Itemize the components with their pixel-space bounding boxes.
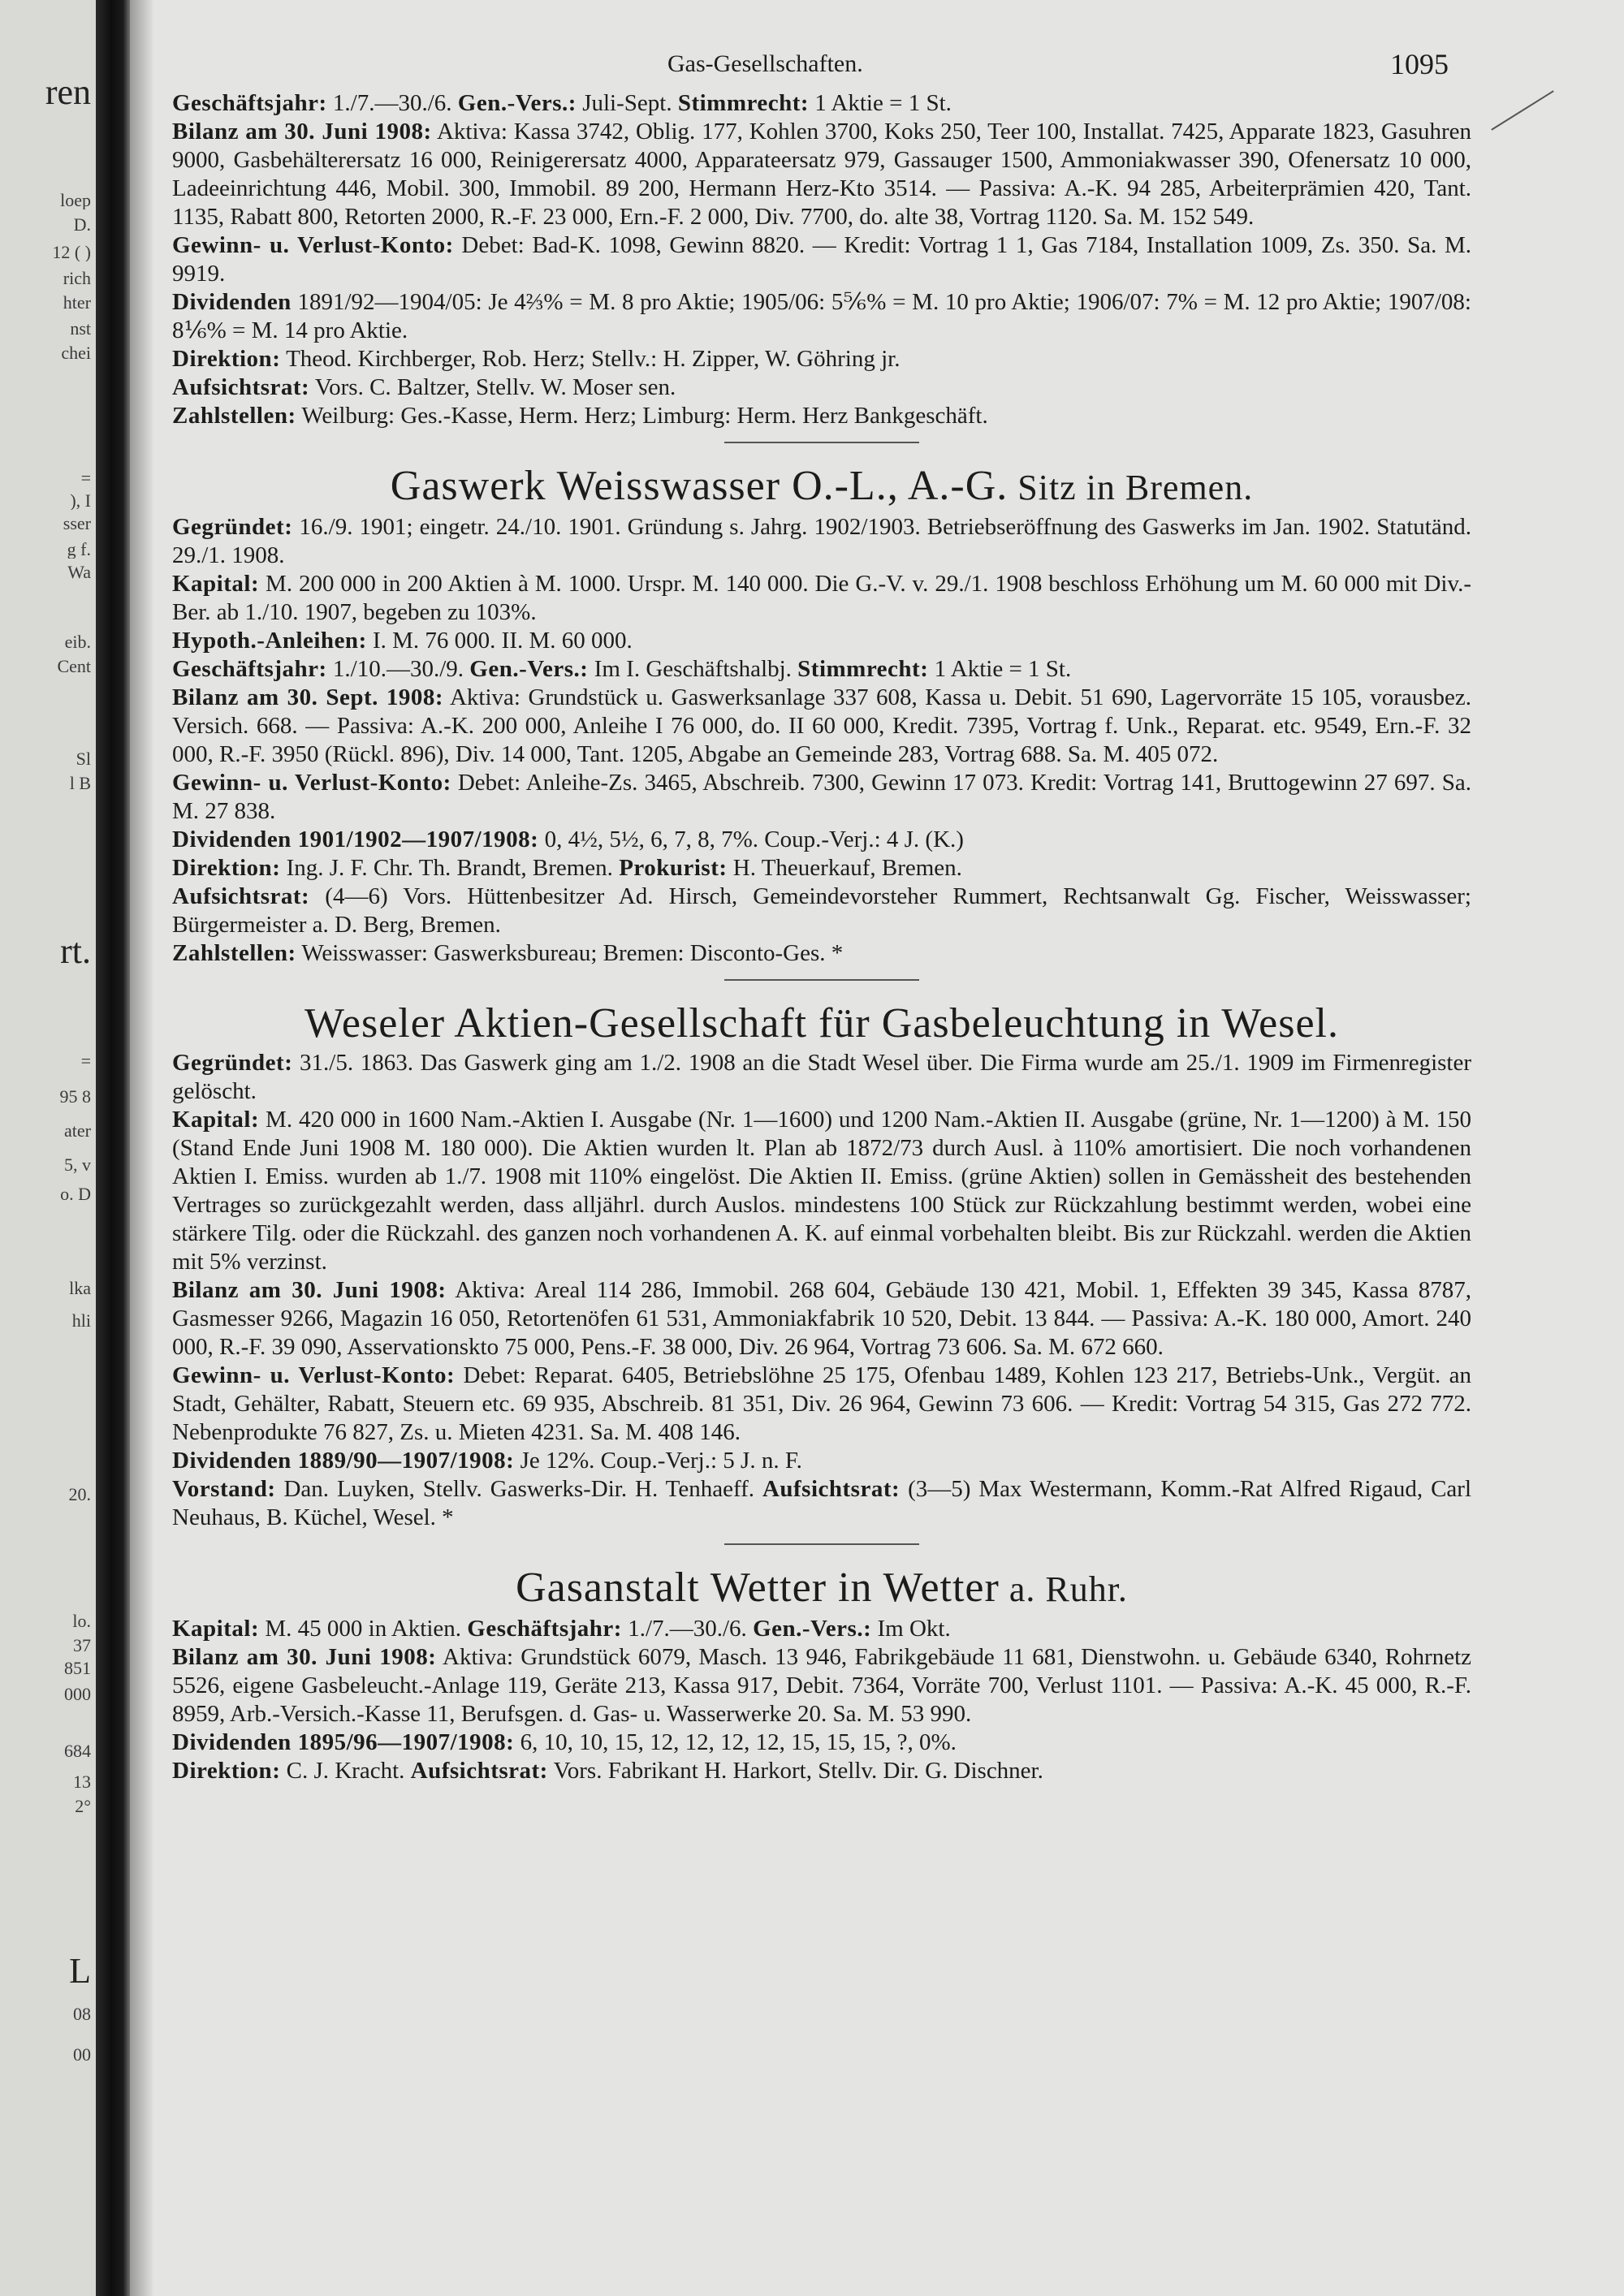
facing-page-fragment: 851 [64, 1659, 91, 1677]
field-label: Gewinn- u. Verlust-Konto: [172, 770, 451, 796]
field-value: Aktiva: Areal 114 286, Immobil. 268 604, Gebäude 130 421, Mobil. 1, Effekten 39 345, Kassa 8787, Gasmesser 9266, Magazin 16 050, Retortenöfen 61 531, Ammoniakfabrik 10 520, Debit. 13 844. — Passiva: A.-K. 180 000, Amort. 240 000, R.-F. 39 090, Asservationskto 75 000, Pens.-F. 38 000, Div. 26 964, Vortrag 73 606. Sa. M. 672 660. [172, 1277, 1472, 1360]
field-value: 1 Aktie = 1 St. [928, 656, 1072, 682]
entry-paragraph [172, 288, 1471, 345]
page-number: 1095 [1390, 48, 1449, 80]
entry-paragraph [172, 627, 1471, 655]
field-value: Aktiva: Kassa 3742, Oblig. 177, Kohlen 3700, Koks 250, Teer 100, Installat. 7425, Apparate 1823, Gasuhren 9000, Gasbehälterersatz 16 000, Reinigerersatz 4000, Apparateersatz 979, Gassauger 1500, Ammoniakwasser 390, Ofenersatz 10 000, Ladeeinrichtung 446, Mobil. 300, Immobil. 89 200, Hermann Herz-Kto 3514. — Passiva: A.-K. 94 285, Arbeiterprämien 420, Tant. 1135, Rabatt 800, Retorten 2000, R.-F. 23 000, Ern.-F. 2 000, Div. 7700, do. alte 38, Vortrag 1120. Sa. M. 152 549. [172, 119, 1471, 230]
field-value: Debet: Reparat. 6405, Betriebslöhne 25 175, Ofenbau 1489, Kohlen 123 217, Betriebs-Unk., Vergüt. an Stadt, Gehälter, Rabatt, Steuern etc. 69 935, Abschreib. 81 351, Div. 26 964, Gewinn 73 606. — Kredit: Vortrag 54 315, Gas 272 772. Nebenprodukte 76 827, Zs. u. Mieten 4231. Sa. M. 408 146. [172, 1362, 1472, 1445]
entry-paragraph [172, 345, 1471, 373]
book-spine [96, 0, 130, 2296]
company-name: Gaswerk Weisswasser O.-L., A.-G. [390, 463, 1009, 509]
entry-paragraph [172, 1447, 1471, 1475]
entry-paragraph [172, 1475, 1471, 1532]
field-label: Geschäftsjahr: [467, 1616, 622, 1642]
entry-paragraph [172, 1276, 1471, 1362]
field-label: Bilanz am 30. Juni 1908: [172, 1277, 447, 1303]
field-label: Bilanz am 30. Sept. 1908: [172, 684, 444, 710]
entry-paragraph [172, 513, 1471, 570]
field-value: 16./9. 1901; eingetr. 24./10. 1901. Gründung s. Jahrg. 1902/1903. Betriebseröffnung des Gaswerks im Jan. 1902. Statutänd. 29./1. 1908. [172, 514, 1471, 568]
field-label: Zahlstellen: [172, 940, 296, 966]
facing-page-fragment: hli [71, 1312, 91, 1330]
field-value: C. J. Kracht. [280, 1758, 411, 1784]
field-label: Dividenden [172, 289, 292, 315]
field-label: Gewinn- u. Verlust-Konto: [172, 232, 454, 258]
field-label: Stimmrecht: [677, 90, 810, 116]
field-label: Kapital: [172, 1107, 260, 1133]
field-label: Dividenden 1889/90—1907/1908: [172, 1448, 515, 1474]
facing-page-fragment: o. D [60, 1185, 91, 1203]
facing-page-fragment: 684 [64, 1742, 91, 1760]
facing-page-fragment: 12 ( ) [52, 244, 91, 261]
field-value: Aktiva: Grundstück 6079, Masch. 13 946, Fabrikgebäude 11 681, Dienstwohn. u. Gebäude 6340, Rohrnetz 5526, eigene Gasbeleucht.-Anlage 119, Geräte 213, Kassa 917, Debit. 7364, Vorräte 700, Verlust 1101. — Passiva: A.-K. 45 000, R.-F. 8959, Arb.-Versich.-Kasse 11, Berufsgen. d. Gas- u. Wasserwerke 20. Sa. M. 53 990. [172, 1644, 1471, 1727]
field-label: Direktion: [172, 346, 281, 372]
entry-paragraph [172, 402, 1471, 430]
field-label: Direktion: [172, 1758, 281, 1784]
page-content [172, 41, 1471, 1785]
entry-paragraph [172, 1757, 1471, 1785]
field-value: H. Theuerkauf, Bremen. [727, 855, 962, 881]
field-label: Aufsichtsrat: [172, 883, 310, 909]
facing-page-fragment: L [69, 1953, 91, 1989]
facing-page-fragment: ren [45, 75, 91, 110]
field-value: 1./7.—30./6. [621, 1616, 754, 1642]
field-label: Gen.-Vers.: [753, 1616, 872, 1642]
company-title [172, 1563, 1471, 1615]
facing-page-strip [0, 0, 96, 2296]
field-label: Gegründet: [172, 514, 293, 540]
facing-page-fragment: 37 [73, 1637, 91, 1655]
entry-paragraph [172, 1362, 1471, 1447]
facing-page-fragment: nst [70, 320, 91, 338]
facing-page-fragment: 20. [68, 1486, 91, 1504]
field-value: (4—6) Vors. Hüttenbesitzer Ad. Hirsch, Gemeindevorsteher Rummert, Rechtsanwalt Gg. Fischer, Weisswasser; Bürgermeister a. D. Berg, Bremen. [172, 883, 1471, 938]
field-value: 0, 4½, 5½, 6, 7, 8, 7%. Coup.-Verj.: 4 J. (K.) [538, 826, 964, 852]
field-label: Gewinn- u. Verlust-Konto: [172, 1362, 456, 1388]
facing-page-fragment: Wa [67, 563, 91, 581]
facing-page-fragment: 2° [75, 1798, 91, 1815]
company-title [172, 461, 1471, 513]
field-value: 1891/92—1904/05: Je 4⅔% = M. 8 pro Aktie; 1905/06: 5⅚% = M. 10 pro Aktie; 1906/07: 7% = M. 12 pro Aktie; 1907/08: 8⅙% = M. 14 pro Aktie. [172, 289, 1471, 343]
facing-page-fragment: chei [61, 344, 91, 362]
entry-paragraph [172, 570, 1471, 627]
field-value: Vors. Fabrikant H. Harkort, Stellv. Dir. G. Dischner. [547, 1758, 1043, 1784]
facing-page-fragment: 08 [73, 2005, 91, 2023]
field-value: 6, 10, 10, 15, 12, 12, 12, 12, 15, 15, 15, ?, 0%. [514, 1729, 957, 1755]
entry-paragraph [172, 826, 1471, 854]
facing-page-fragment: Cent [57, 658, 91, 675]
entry-paragraph [172, 231, 1471, 288]
facing-page-fragment: 13 [73, 1773, 91, 1791]
company-title [172, 999, 1471, 1049]
section-divider [724, 442, 919, 443]
entries [172, 89, 1471, 1785]
facing-page-fragment: lka [69, 1280, 91, 1297]
entry-paragraph [172, 883, 1471, 939]
entry-paragraph [172, 1728, 1471, 1757]
entry-paragraph [172, 769, 1471, 826]
company-entry [172, 461, 1471, 968]
field-value: (3—5) Max Westermann, Komm.-Rat Alfred Rigaud, Carl Neuhaus, B. Küchel, Wesel. * [172, 1476, 1471, 1530]
field-value: I. M. 76 000. II. M. 60 000. [366, 628, 633, 654]
page-gutter-shadow [130, 0, 154, 2296]
field-value: 1./7.—30./6. [326, 90, 458, 116]
field-value: Dan. Luyken, Stellv. Gaswerks-Dir. H. Tenhaeff. [275, 1476, 762, 1502]
facing-page-fragment: ), I [70, 492, 91, 510]
facing-page-fragment: lo. [72, 1612, 91, 1630]
field-label: Dividenden 1901/1902—1907/1908: [172, 826, 539, 852]
facing-page-fragment: 00 [73, 2046, 91, 2064]
facing-page-fragment: D. [73, 216, 91, 234]
field-label: Bilanz am 30. Juni 1908: [172, 119, 432, 145]
field-value: Vors. C. Baltzer, Stellv. W. Moser sen. [309, 374, 676, 400]
facing-page-fragment: sser [63, 515, 91, 533]
field-label: Gegründet: [172, 1050, 293, 1076]
field-value: Juli-Sept. [576, 90, 678, 116]
company-seat: Sitz in Bremen. [1008, 468, 1254, 507]
field-label: Stimmrecht: [797, 656, 929, 682]
facing-page-fragment: 5, v [64, 1156, 91, 1174]
entry-paragraph [172, 1106, 1471, 1276]
facing-page-fragment: eib. [64, 633, 91, 651]
company-entry [172, 89, 1471, 430]
company-entry [172, 1563, 1471, 1785]
entry-paragraph [172, 684, 1471, 769]
pencil-mark [1491, 90, 1553, 130]
field-label: Aufsichtsrat: [762, 1476, 901, 1502]
field-value: Im I. Geschäftshalbj. [588, 656, 798, 682]
field-value: M. 45 000 in Aktien. [259, 1616, 468, 1642]
field-label: Dividenden 1895/96—1907/1908: [172, 1729, 515, 1755]
facing-page-fragment: rt. [60, 934, 91, 969]
field-value: Aktiva: Grundstück u. Gaswerksanlage 337 608, Kassa u. Debit. 51 690, Lagervorräte 15 105, vorausbez. Versich. 668. — Passiva: A.-K. 200 000, Anleihe I 76 000, do. II 60 000, Kredit. 7395, Vortrag f. Unk., Reparat. etc. 9549, Ern.-F. 32 000, R.-F. 3950 (Rückl. 896), Div. 14 000, Tant. 1205, Abgabe an Gemeinde 283, Vortrag 688. Sa. M. 405 072. [172, 684, 1472, 767]
company-name: Gasanstalt Wetter in Wetter [516, 1564, 1000, 1611]
entry-paragraph [172, 655, 1471, 684]
field-value: Debet: Bad-K. 1098, Gewinn 8820. — Kredit: Vortrag 1 1, Gas 7184, Installation 1009, Zs. 350. Sa. M. 9919. [172, 232, 1471, 287]
facing-page-fragment: 95 8 [59, 1088, 91, 1106]
company-entry [172, 999, 1471, 1532]
field-label: Gen.-Vers.: [457, 90, 577, 116]
field-value: Debet: Anleihe-Zs. 3465, Abschreib. 7300, Gewinn 17 073. Kredit: Vortrag 141, Bruttogewinn 27 697. Sa. M. 27 838. [172, 770, 1471, 824]
entry-paragraph [172, 939, 1471, 968]
field-label: Hypoth.-Anleihen: [172, 628, 367, 654]
field-value: Weilburg: Ges.-Kasse, Herm. Herz; Limburg: Herm. Herz Bankgeschäft. [296, 403, 988, 429]
facing-page-fragment: = [80, 1052, 91, 1070]
facing-page-fragment: Sl [76, 750, 91, 768]
entry-paragraph [172, 854, 1471, 883]
entry-paragraph [172, 89, 1471, 118]
entry-paragraph [172, 373, 1471, 402]
entry-paragraph [172, 1049, 1471, 1106]
field-value: 1./10.—30./9. [326, 656, 470, 682]
running-head [172, 41, 1471, 89]
field-label: Kapital: [172, 1616, 260, 1642]
section-divider [724, 1543, 919, 1545]
field-value: M. 200 000 in 200 Aktien à M. 1000. Urspr. M. 140 000. Die G.-V. v. 29./1. 1908 beschloss Erhöhung um M. 60 000 mit Div.-Ber. ab 1./10. 1907, begeben zu 103%. [172, 571, 1471, 625]
facing-page-fragment: = [80, 469, 91, 487]
entry-paragraph [172, 1615, 1471, 1643]
field-value: Im Okt. [871, 1616, 951, 1642]
facing-page-fragment: g f. [67, 541, 91, 559]
field-value: 1 Aktie = 1 St. [809, 90, 952, 116]
field-label: Geschäftsjahr: [172, 90, 327, 116]
facing-page-fragment: rich [63, 270, 91, 287]
field-label: Gen.-Vers.: [469, 656, 589, 682]
field-label: Prokurist: [619, 855, 728, 881]
field-value: Weisswasser: Gaswerksbureau; Bremen: Disconto-Ges. * [296, 940, 844, 966]
field-label: Aufsichtsrat: [172, 374, 310, 400]
company-seat: a. Ruhr. [999, 1569, 1128, 1609]
running-head-title: Gas-Gesellschaften. [667, 50, 863, 77]
field-label: Aufsichtsrat: [410, 1758, 548, 1784]
field-label: Kapital: [172, 571, 260, 597]
facing-page-fragment: ater [64, 1122, 91, 1140]
company-name: Weseler Aktien-Gesellschaft für Gasbeleuchtung in Wesel. [304, 1000, 1340, 1047]
field-label: Vorstand: [172, 1476, 276, 1502]
section-divider [724, 979, 919, 981]
field-label: Bilanz am 30. Juni 1908: [172, 1644, 437, 1670]
field-value: 31./5. 1863. Das Gaswerk ging am 1./2. 1908 an die Stadt Wesel über. Die Firma wurde am 25./1. 1909 im Firmenregister gelöscht. [172, 1050, 1471, 1104]
entry-paragraph [172, 118, 1471, 231]
field-value: Ing. J. F. Chr. Th. Brandt, Bremen. [280, 855, 620, 881]
field-label: Direktion: [172, 855, 281, 881]
field-value: Theod. Kirchberger, Rob. Herz; Stellv.: H. Zipper, W. Göhring jr. [280, 346, 901, 372]
facing-page-fragment: 000 [64, 1685, 91, 1703]
facing-page-fragment: l B [69, 775, 91, 792]
field-value: M. 420 000 in 1600 Nam.-Aktien I. Ausgabe (Nr. 1—1600) und 1200 Nam.-Aktien II. Ausgabe (grüne, Nr. 1—1200) à M. 150 (Stand Ende Juni 1908 M. 180 000). Die Aktien wurden lt. Plan ab 1872/73 durch Ausl. à 110% amortisiert. Die noch vorhandenen Aktien I. Emiss. wurden ab 1./7. 1908 mit 110% eingelöst. Die Aktien II. Emiss. (grüne Aktien) sollen in Gemässheit des bestehenden Vertrages so zurückgezahlt werden, dass alljährl. durch Auslos. mindestens 100 Stück zur Rückzahlung bestimmt werden, wobei eine stärkere Tilg. oder die Rückzahl. des ganzen noch vorhandenen A. K. auf einmal vorbehalten bleibt. Bis zur Rückzahl. werden die Aktien mit 5% verzinst. [172, 1107, 1471, 1275]
field-label: Zahlstellen: [172, 403, 296, 429]
field-label: Geschäftsjahr: [172, 656, 327, 682]
facing-page-fragment: hter [63, 294, 91, 312]
field-value: Je 12%. Coup.-Verj.: 5 J. n. F. [514, 1448, 802, 1474]
facing-page-fragment: loep [60, 192, 91, 209]
entry-paragraph [172, 1643, 1471, 1728]
